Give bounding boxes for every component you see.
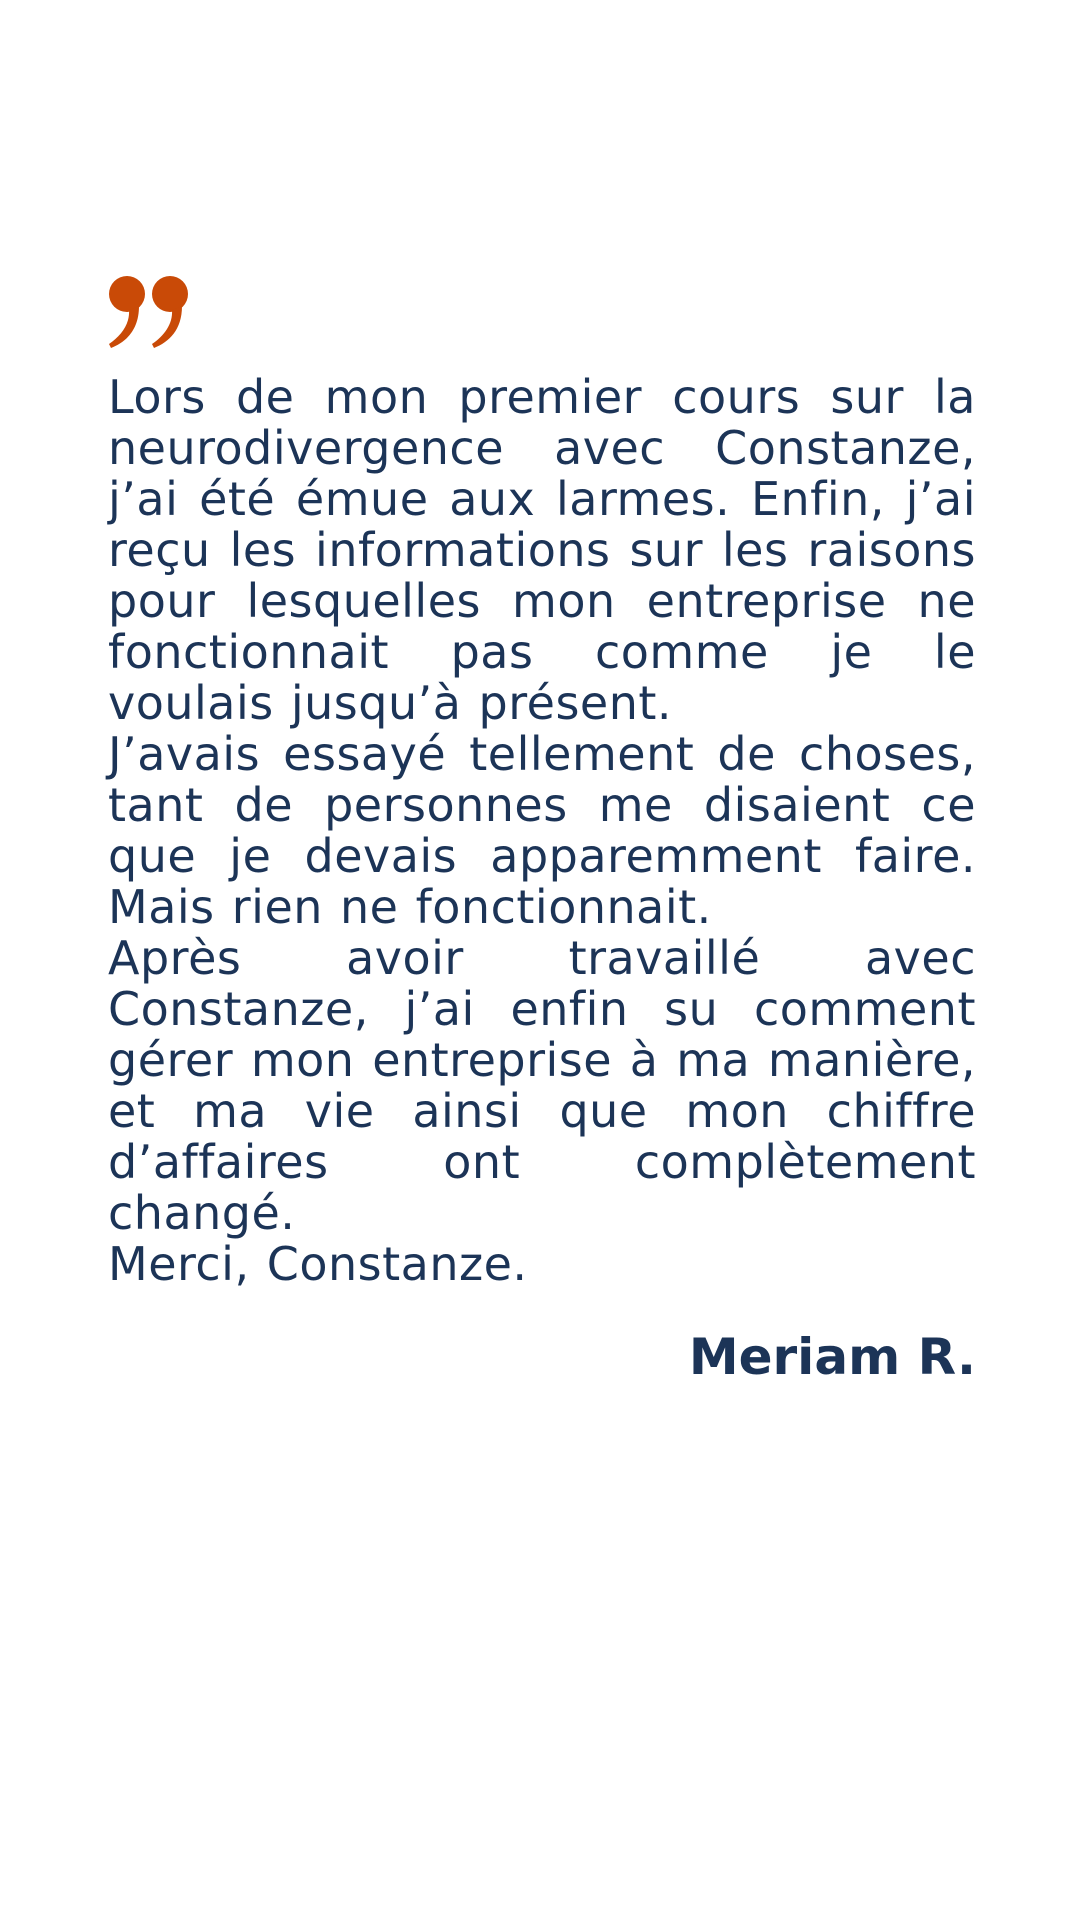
testimonial-author: Meriam R. — [688, 1328, 976, 1386]
testimonial-card — [108, 272, 976, 1386]
testimonial-paragraph: Lors de mon premier cours sur la neurodivergence avec Constanze, j’ai été émue aux larmes. Enfin, j’ai reçu les informations sur les raisons pour lesquelles mon entreprise ne fonctionnait pas comme je le voulais jusqu’à présent. — [108, 370, 976, 730]
testimonial-paragraph: Après avoir travaillé avec Constanze, j’ai enfin su comment gérer mon entreprise à ma manière, et ma vie ainsi que mon chiffre d’affaires ont complètement changé. — [108, 931, 976, 1240]
closing-quote-icon — [108, 272, 198, 352]
testimonial-text — [108, 372, 976, 1290]
testimonial-paragraph: J’avais essayé tellement de choses, tant de personnes me disaient ce que je devais apparemment faire. Mais rien ne fonctionnait. — [108, 727, 976, 934]
testimonial-paragraph: Merci, Constanze. — [108, 1237, 528, 1291]
